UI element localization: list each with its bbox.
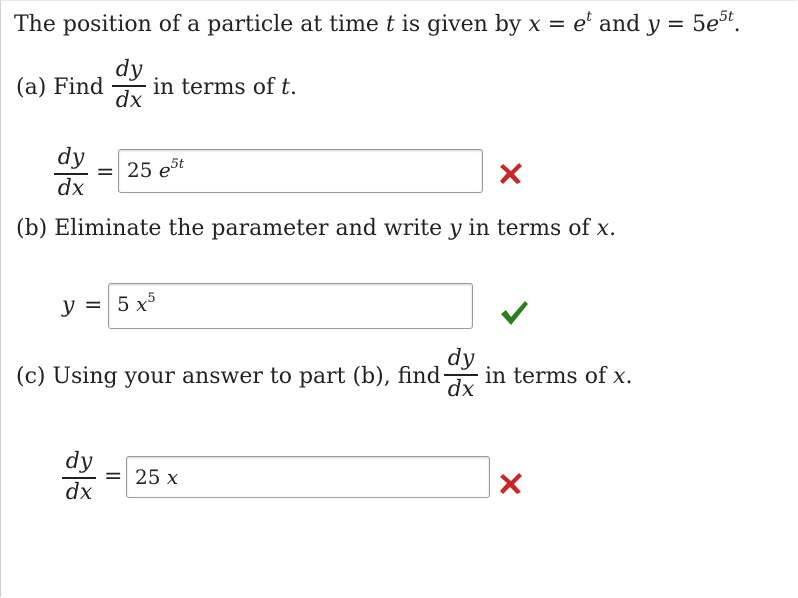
answer-coefficient: 5 — [117, 292, 137, 316]
x-mark-icon — [498, 470, 524, 496]
var-e: e — [706, 12, 720, 37]
fraction-numerator: dy — [57, 145, 85, 170]
var-y: y — [449, 216, 462, 241]
answer-base: x — [166, 465, 179, 489]
statement-text: . — [289, 75, 297, 100]
answer-a-input[interactable] — [118, 149, 483, 193]
fraction-bar — [112, 85, 146, 87]
var-t: t — [385, 12, 395, 37]
fraction-numerator: dy — [65, 449, 93, 474]
fraction-denominator: dx — [115, 87, 143, 113]
x-mark-icon — [498, 160, 524, 186]
statement-text: in terms of — [485, 364, 614, 389]
part-a-label: (a) Find — [16, 75, 104, 100]
answer-b-input[interactable] — [108, 283, 473, 329]
equals-sign: = 5 — [659, 12, 707, 37]
answer-c-input[interactable] — [126, 456, 490, 498]
fraction-numerator: dy — [115, 57, 143, 82]
var-x: x — [596, 216, 610, 241]
answer-coefficient: 25 — [135, 465, 167, 489]
var-x: x — [613, 364, 626, 389]
fraction-bar — [444, 374, 478, 376]
part-c-suffix — [485, 364, 633, 390]
exponent: t — [586, 9, 592, 25]
answer-c-equals: = — [104, 464, 123, 489]
fraction-numerator: dy — [447, 346, 475, 371]
var-y: y — [647, 12, 660, 37]
answer-a-equals: = — [96, 160, 115, 185]
statement-text: in terms of — [153, 75, 282, 100]
equals-sign: = — [540, 12, 574, 37]
fraction-denominator: dx — [447, 376, 475, 402]
answer-b-equals: = — [84, 293, 103, 318]
fraction-bar — [62, 477, 96, 479]
problem-statement — [14, 9, 741, 40]
statement-text: is given by — [394, 12, 529, 37]
answer-a-lhs-fraction — [54, 146, 88, 201]
answer-exponent: 5t — [170, 157, 185, 172]
part-a-suffix — [153, 75, 297, 101]
fraction-denominator: dx — [65, 479, 93, 505]
part-c-label: (c) Using your answer to part (b), find — [16, 364, 441, 389]
var-t: t — [281, 75, 290, 100]
part-a-fraction — [112, 58, 146, 113]
checkmark-icon — [499, 299, 529, 327]
exponent: 5t — [719, 9, 734, 25]
fraction-denominator: dx — [57, 175, 85, 201]
statement-text: (b) Eliminate the parameter and write — [16, 216, 450, 241]
statement-text: and — [591, 12, 648, 37]
part-b-label — [16, 216, 616, 242]
answer-exponent: 5 — [147, 291, 156, 306]
answer-coefficient: 25 — [127, 158, 159, 182]
statement-text: . — [733, 12, 741, 37]
part-c-fraction — [444, 347, 478, 402]
statement-text: . — [625, 364, 633, 389]
var-e: e — [573, 12, 587, 37]
fraction-bar — [54, 173, 88, 175]
statement-text: in terms of — [461, 216, 597, 241]
answer-b-lhs: y — [62, 293, 75, 318]
statement-text: The position of a particle at time — [14, 12, 386, 37]
var-x: x — [528, 12, 541, 37]
answer-c-lhs-fraction — [62, 450, 96, 505]
answer-base: e — [158, 158, 171, 182]
statement-text: . — [609, 216, 617, 241]
answer-base: x — [136, 292, 148, 316]
